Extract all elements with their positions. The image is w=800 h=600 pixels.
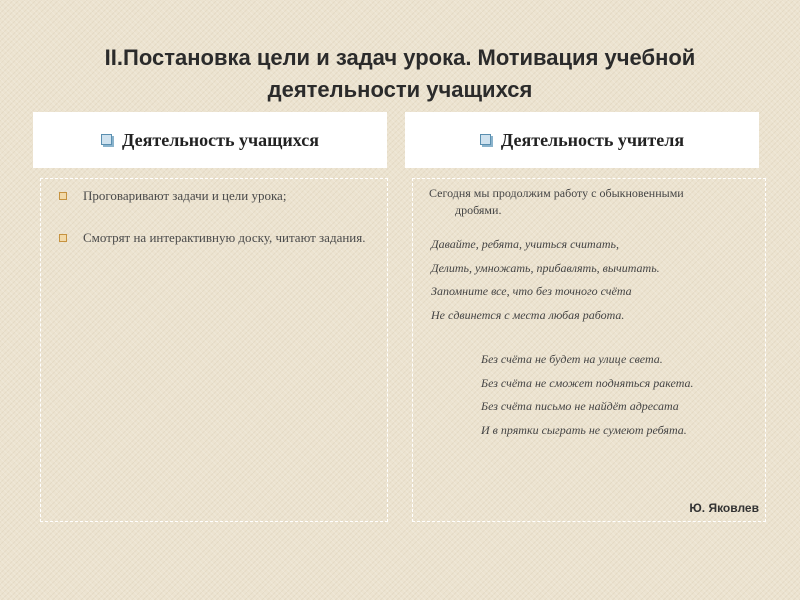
poem-line: Запомните все, что без точного счёта xyxy=(431,284,632,298)
list-item-text: Проговаривают задачи и цели урока; xyxy=(83,188,287,203)
list-item xyxy=(41,187,387,205)
teacher-intro-line: дробями. xyxy=(455,203,502,217)
teacher-activity-panel xyxy=(412,178,766,522)
poem-line: Делить, умножать, прибавлять, вычитать. xyxy=(431,260,660,275)
poem-line: Не сдвинется с места любая работа. xyxy=(431,307,625,322)
poem-line: И в прятки сыграть не сумеют ребята. xyxy=(481,422,687,437)
poem-line: Без счёта не сможет подняться ракета. xyxy=(481,375,694,390)
students-activity-panel xyxy=(40,178,388,522)
students-activity-header xyxy=(33,112,387,168)
checkbox-bullet-icon xyxy=(480,134,491,145)
poem-author: Ю. Яковлев xyxy=(689,501,759,515)
poem-line: Без счёта не будет на улице света. xyxy=(481,352,663,366)
poem-line: Давайте, ребята, учиться считать, xyxy=(431,237,619,251)
checkbox-bullet-icon xyxy=(101,134,112,145)
square-bullet-icon xyxy=(59,192,67,200)
square-bullet-icon xyxy=(59,234,67,242)
poem-stanza-1 xyxy=(431,233,765,327)
poem-stanza-2 xyxy=(481,348,765,442)
teacher-intro xyxy=(429,185,755,219)
teacher-activity-header xyxy=(405,112,759,168)
list-item xyxy=(41,229,387,247)
teacher-activity-header-label: Деятельность учителя xyxy=(500,129,685,150)
poem-line: Без счёта письмо не найдёт адресата xyxy=(481,399,679,413)
teacher-intro-line: Сегодня мы продолжим работу с обыкновенными xyxy=(429,186,684,200)
slide-title: II.Постановка цели и задач урока. Мотивация учебной деятельности учащихся xyxy=(104,45,696,102)
list-item-text: Смотрят на интерактивную доску, читают задания. xyxy=(83,230,366,245)
students-activity-header-label: Деятельность учащихся xyxy=(122,129,319,150)
